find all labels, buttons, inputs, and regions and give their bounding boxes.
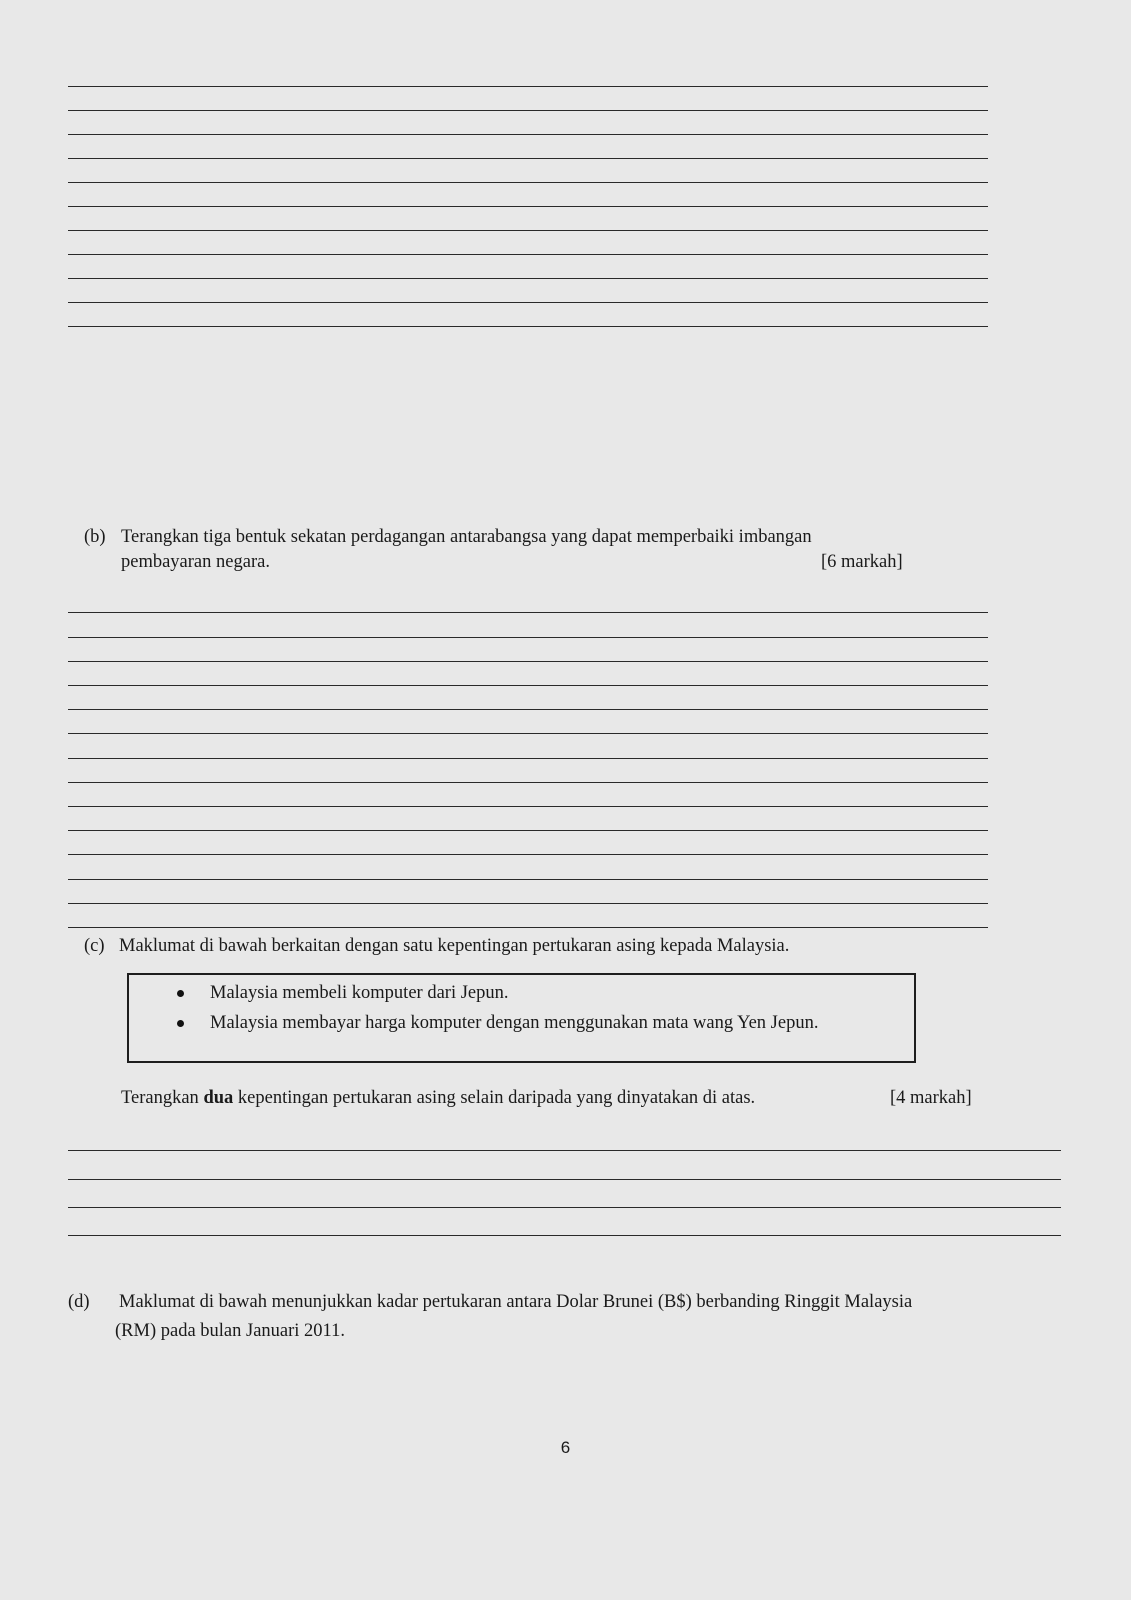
instruction-after: kepentingan pertukaran asing selain daripada yang dinyatakan di atas. <box>233 1088 756 1108</box>
question-b-text-line2: pembayaran negara. <box>121 552 270 572</box>
answer-line[interactable] <box>68 806 988 807</box>
answer-line[interactable] <box>68 637 988 638</box>
info-box-bullet-1: Malaysia membeli komputer dari Jepun. <box>210 983 509 1003</box>
answer-line[interactable] <box>68 612 988 613</box>
instruction-bold: dua <box>203 1088 234 1108</box>
answer-line[interactable] <box>68 879 988 880</box>
answer-line[interactable] <box>68 158 988 159</box>
bullet-icon <box>177 990 184 997</box>
answer-line[interactable] <box>68 230 988 231</box>
answer-line[interactable] <box>68 903 988 904</box>
question-c-intro: Maklumat di bawah berkaitan dengan satu kepentingan pertukaran asing kepada Malaysia. <box>119 936 790 956</box>
question-d-text-line2: (RM) pada bulan Januari 2011. <box>115 1321 345 1341</box>
answer-line[interactable] <box>68 182 988 183</box>
answer-line[interactable] <box>68 758 988 759</box>
answer-line[interactable] <box>68 927 988 928</box>
answer-line[interactable] <box>68 86 988 87</box>
question-d-label: (d) <box>68 1292 90 1312</box>
question-b-label: (b) <box>84 527 106 547</box>
answer-line[interactable] <box>68 661 988 662</box>
answer-line[interactable] <box>68 110 988 111</box>
answer-line[interactable] <box>68 326 988 327</box>
question-d-text-line1: Maklumat di bawah menunjukkan kadar pertukaran antara Dolar Brunei (B$) berbanding Ringgit Malaysia <box>119 1292 913 1312</box>
answer-line[interactable] <box>68 1150 1061 1151</box>
page-number: 6 <box>560 1438 571 1457</box>
answer-line[interactable] <box>68 854 988 855</box>
answer-line[interactable] <box>68 1179 1061 1180</box>
answer-line[interactable] <box>68 302 988 303</box>
question-b-marks: [6 markah] <box>821 552 903 572</box>
info-box-bullet-2: Malaysia membayar harga komputer dengan menggunakan mata wang Yen Jepun. <box>210 1013 819 1033</box>
bullet-icon <box>177 1020 184 1027</box>
instruction-before: Terangkan <box>121 1088 204 1108</box>
question-c-instruction <box>121 1086 755 1110</box>
question-c-label: (c) <box>84 936 105 956</box>
answer-line[interactable] <box>68 709 988 710</box>
answer-line[interactable] <box>68 254 988 255</box>
answer-line[interactable] <box>68 733 988 734</box>
answer-line[interactable] <box>68 278 988 279</box>
answer-line[interactable] <box>68 685 988 686</box>
answer-line[interactable] <box>68 830 988 831</box>
question-b-text-line1: Terangkan tiga bentuk sekatan perdagangan antarabangsa yang dapat memperbaiki imbangan <box>121 527 812 547</box>
answer-line[interactable] <box>68 206 988 207</box>
question-c-marks: [4 markah] <box>890 1088 972 1108</box>
answer-line[interactable] <box>68 134 988 135</box>
answer-line[interactable] <box>68 782 988 783</box>
answer-line[interactable] <box>68 1235 1061 1236</box>
answer-line[interactable] <box>68 1207 1061 1208</box>
